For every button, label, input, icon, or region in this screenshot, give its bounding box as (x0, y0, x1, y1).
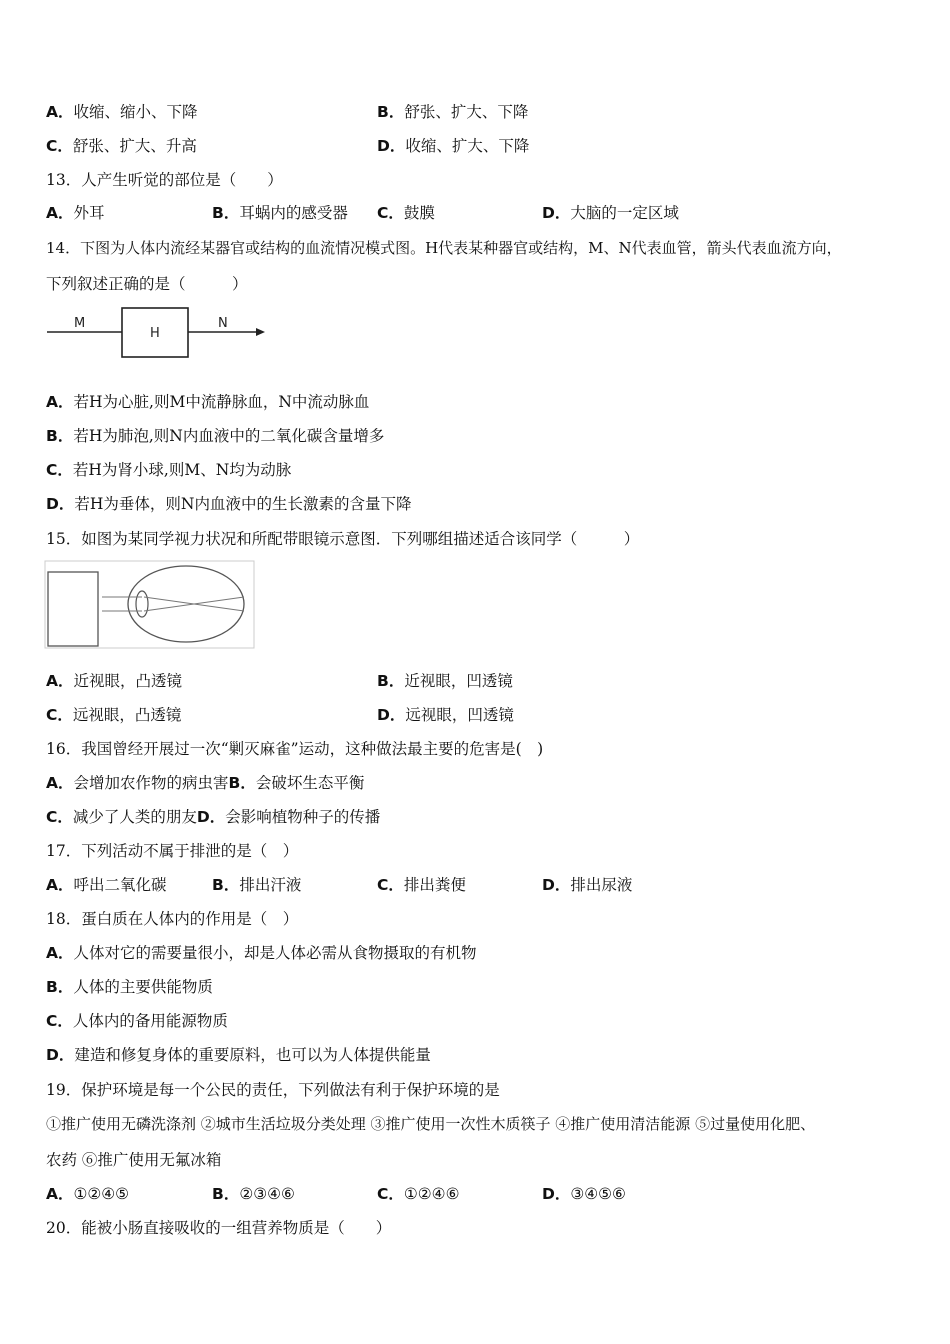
q17-option-c: C．排出粪便 (377, 876, 466, 894)
eye-lens-diagram (44, 560, 256, 650)
q15-option-b: B．近视眼，凹透镜 (377, 672, 513, 690)
eyeglass-lens (48, 572, 98, 646)
q18-option-c: C．人体内的备用能源物质 (46, 1012, 228, 1030)
q13-option-d: D．大脑的一定区域 (542, 204, 679, 222)
label-n: N (218, 316, 228, 331)
q12-option-a: A．收缩、缩小、下降 (46, 103, 198, 121)
blood-flow-diagram (44, 305, 274, 363)
q17-stem: 17．下列活动不属于排泄的是（ ） (46, 842, 299, 860)
q15-option-c: C．远视眼，凸透镜 (46, 706, 182, 724)
q14-option-b: B．若H为肺泡,则N内血液中的二氧化碳含量增多 (46, 427, 385, 445)
label-m: M (74, 316, 86, 331)
q16-options-ab: A．会增加农作物的病虫害B．会破坏生态平衡 (46, 774, 365, 792)
label-h: H (150, 326, 160, 341)
q20-stem: 20．能被小肠直接吸收的一组营养物质是（ ） (46, 1219, 392, 1237)
q17-option-b: B．排出汗液 (212, 876, 302, 894)
q19-stem: 19．保护环境是每一个公民的责任，下列做法有利于保护环境的是 (46, 1081, 500, 1099)
q14-stem-line2: 下列叙述正确的是（ ） (46, 275, 248, 293)
q16-options-cd: C．减少了人类的朋友D．会影响植物种子的传播 (46, 808, 381, 826)
q13-option-a: A．外耳 (46, 204, 105, 222)
q18-stem: 18．蛋白质在人体内的作用是（ ） (46, 910, 299, 928)
eyeball (128, 566, 244, 642)
q19-option-c: C．①②④⑥ (377, 1185, 460, 1203)
q14-option-d: D．若H为垂体，则N内血液中的生长激素的含量下降 (46, 495, 412, 513)
q14-option-a: A．若H为心脏,则M中流静脉血，N中流动脉血 (46, 393, 370, 411)
q12-option-d: D．收缩、扩大、下降 (377, 137, 530, 155)
q18-option-b: B．人体的主要供能物质 (46, 978, 213, 996)
q18-option-d: D．建造和修复身体的重要原料，也可以为人体提供能量 (46, 1046, 431, 1064)
q14-option-c: C．若H为肾小球,则M、N均为动脉 (46, 461, 292, 479)
q19-items-line1: ①推广使用无磷洗涤剂 ②城市生活垃圾分类处理 ③推广使用一次性木质筷子 ④推广使用清洁能源 ⑤过量使用化肥、 (46, 1115, 816, 1133)
vessel-n-arrowhead (256, 328, 265, 336)
q18-option-a: A．人体对它的需要量很小，却是人体必需从食物摄取的有机物 (46, 944, 477, 962)
q19-option-b: B．②③④⑥ (212, 1185, 295, 1203)
q19-option-a: A．①②④⑤ (46, 1185, 130, 1203)
q17-option-a: A．呼出二氧化碳 (46, 876, 167, 894)
q15-stem: 15．如图为某同学视力状况和所配带眼镜示意图．下列哪组描述适合该同学（ ） (46, 530, 640, 548)
q12-option-b: B．舒张、扩大、下降 (377, 103, 529, 121)
q12-option-c: C．舒张、扩大、升高 (46, 137, 197, 155)
q19-option-d: D．③④⑤⑥ (542, 1185, 626, 1203)
q13-option-c: C．鼓膜 (377, 204, 435, 222)
q14-stem-line1: 14．下图为人体内流经某器官或结构的血流情况模式图。H代表某种器官或结构，M、N代表血管，箭头代表血流方向， (46, 239, 842, 257)
eye-crystalline-lens (136, 591, 148, 617)
q17-option-d: D．排出尿液 (542, 876, 633, 894)
q15-option-a: A．近视眼，凸透镜 (46, 672, 183, 690)
q13-stem: 13．人产生听觉的部位是（ ） (46, 171, 283, 189)
q19-items-line2: 农药 ⑥推广使用无氟冰箱 (46, 1151, 222, 1169)
q13-option-b: B．耳蜗内的感受器 (212, 204, 348, 222)
q16-stem: 16．我国曾经开展过一次“剿灭麻雀”运动，这种做法最主要的危害是( ) (46, 740, 544, 758)
q15-option-d: D．远视眼，凹透镜 (377, 706, 514, 724)
